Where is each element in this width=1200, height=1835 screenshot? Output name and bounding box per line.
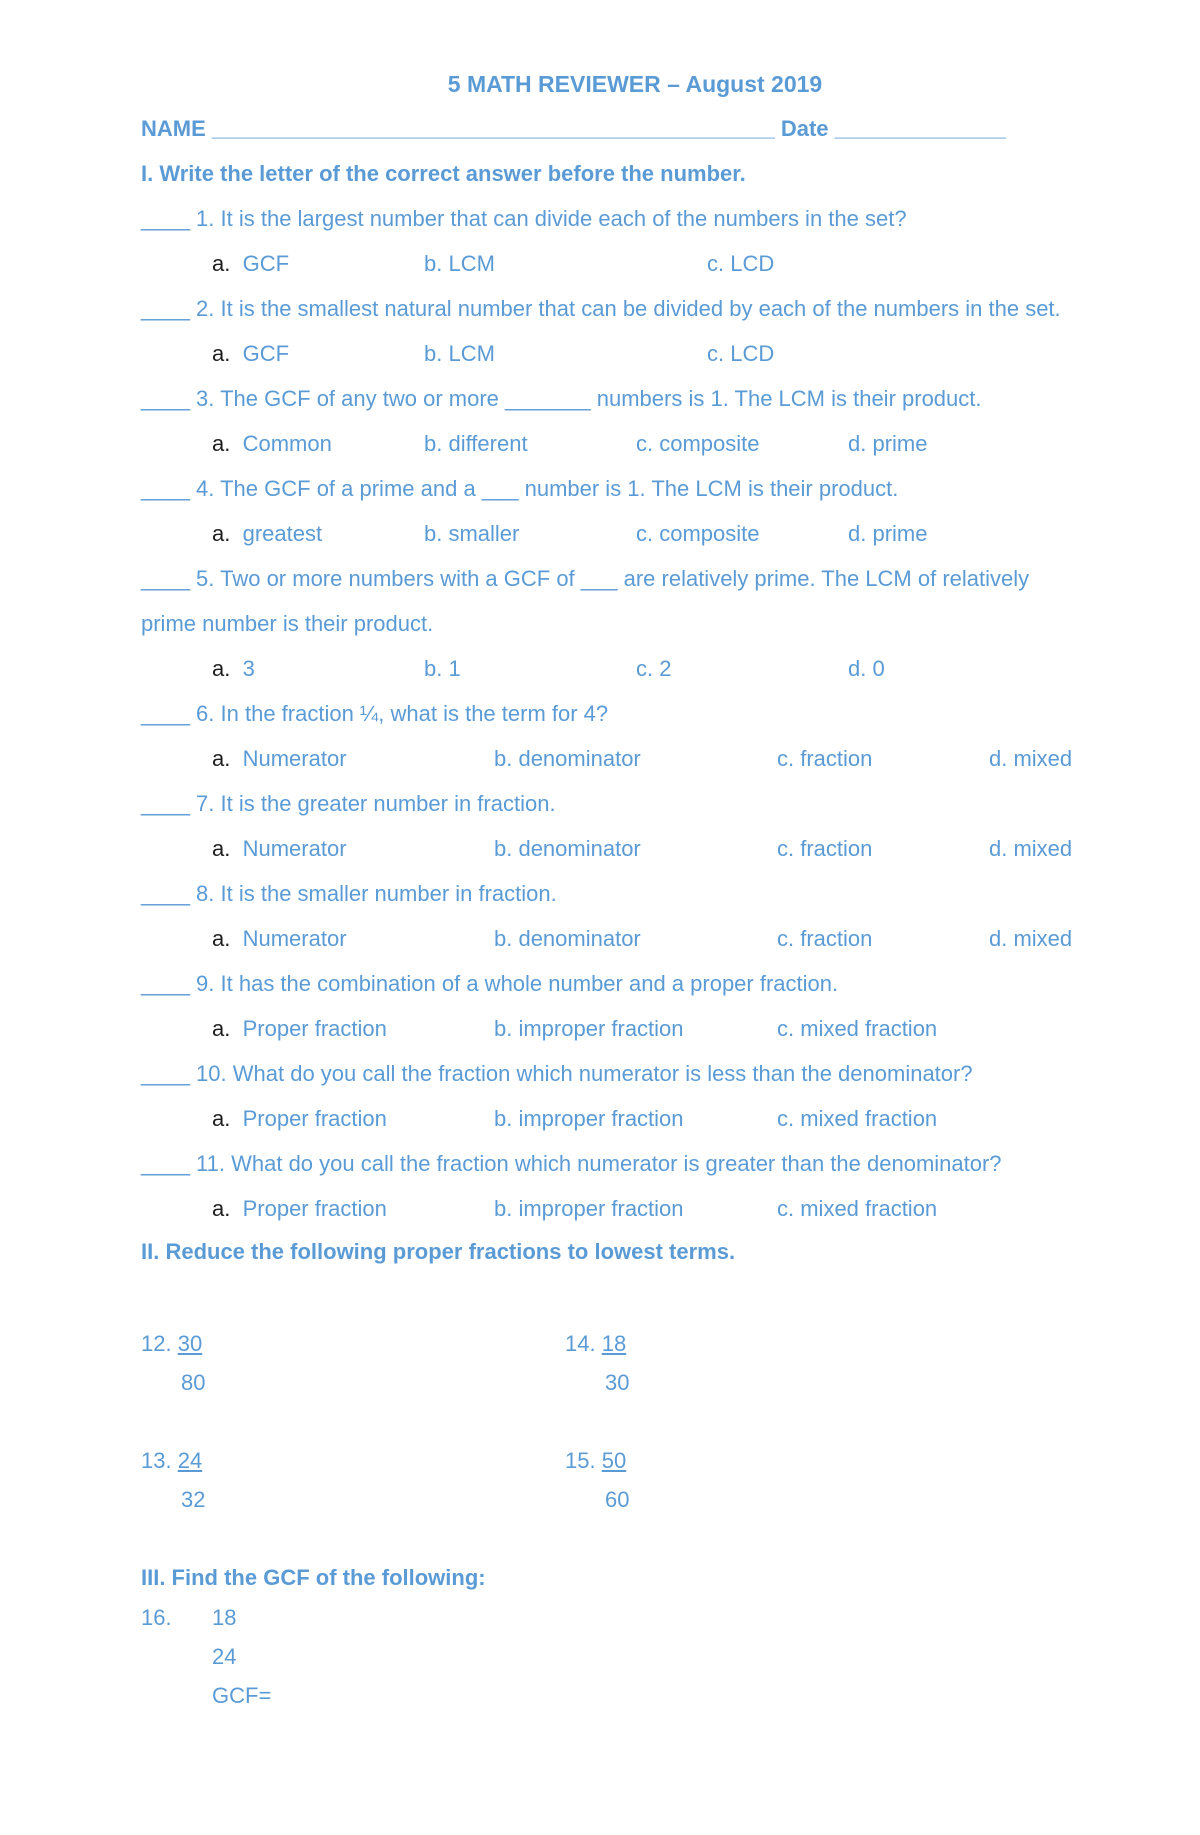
question-10-option bbox=[212, 1108, 387, 1130]
option-text: b. improper fraction bbox=[494, 1016, 684, 1041]
question-3-option bbox=[848, 433, 927, 455]
option-text: c. LCD bbox=[707, 341, 775, 366]
question-4: ____ 4. The GCF of a prime and a ___ number is 1. The LCM is their product. bbox=[141, 476, 899, 501]
question-1-option bbox=[424, 253, 495, 275]
fraction-number: 14. bbox=[565, 1331, 596, 1356]
fraction-number: 15. bbox=[565, 1448, 596, 1473]
page-title: 5 MATH REVIEWER – August 2019 bbox=[447, 71, 823, 97]
question-6-option bbox=[989, 748, 1072, 770]
question-8-option bbox=[212, 928, 347, 950]
question-9-option bbox=[212, 1018, 387, 1040]
option-text: d. mixed bbox=[989, 926, 1073, 951]
question-5-option bbox=[636, 658, 671, 680]
question-9-option bbox=[777, 1018, 937, 1040]
fraction-number: 13. bbox=[141, 1448, 172, 1473]
question-5-option bbox=[848, 658, 885, 680]
question-7-option bbox=[989, 838, 1072, 860]
gcf-item-number: 16. bbox=[141, 1605, 172, 1630]
question-2-option bbox=[424, 343, 495, 365]
option-letter: a. bbox=[212, 836, 231, 861]
fraction-item-14 bbox=[565, 1333, 626, 1355]
option-text: c. composite bbox=[636, 431, 760, 456]
fraction-denominator: 80 bbox=[181, 1370, 206, 1395]
option-text: c. mixed fraction bbox=[777, 1196, 938, 1221]
fraction-numerator: 24 bbox=[177, 1448, 203, 1473]
question-11-option bbox=[777, 1198, 937, 1220]
option-text: 3 bbox=[242, 656, 255, 681]
option-text: GCF bbox=[242, 341, 290, 366]
question-3-option bbox=[424, 433, 528, 455]
fraction-item-15 bbox=[565, 1450, 626, 1472]
question-8-option bbox=[494, 928, 641, 950]
option-text: d. 0 bbox=[848, 656, 885, 681]
option-text: d. prime bbox=[848, 521, 928, 546]
option-letter: a. bbox=[212, 1196, 231, 1221]
question-10-option bbox=[494, 1108, 684, 1130]
option-text: Common bbox=[242, 431, 332, 456]
option-text: b. denominator bbox=[494, 746, 641, 771]
question-7-option bbox=[494, 838, 641, 860]
option-letter: a. bbox=[212, 341, 231, 366]
question-2-option bbox=[707, 343, 774, 365]
option-letter: a. bbox=[212, 431, 231, 456]
option-text: greatest bbox=[242, 521, 323, 546]
option-text: c. fraction bbox=[777, 926, 873, 951]
option-text: b. LCM bbox=[424, 251, 495, 276]
option-text: Proper fraction bbox=[242, 1196, 387, 1221]
option-text: c. 2 bbox=[636, 656, 672, 681]
question-5-option bbox=[424, 658, 461, 680]
option-text: c. fraction bbox=[777, 836, 873, 861]
question-10: ____ 10. What do you call the fraction which numerator is less than the denominator? bbox=[141, 1061, 973, 1086]
question-8-option bbox=[989, 928, 1072, 950]
question-1: ____ 1. It is the largest number that can divide each of the numbers in the set? bbox=[141, 206, 907, 231]
option-letter: a. bbox=[212, 1106, 231, 1131]
option-text: c. mixed fraction bbox=[777, 1016, 938, 1041]
gcf-value-1: 18 bbox=[212, 1605, 237, 1630]
option-text: GCF bbox=[242, 251, 290, 276]
fraction-denominator: 30 bbox=[605, 1370, 630, 1395]
option-text: c. LCD bbox=[707, 251, 775, 276]
question-3: ____ 3. The GCF of any two or more _______ numbers is 1. The LCM is their product. bbox=[141, 386, 982, 411]
option-text: Proper fraction bbox=[242, 1016, 387, 1041]
question-1-option bbox=[707, 253, 774, 275]
option-text: Numerator bbox=[242, 746, 347, 771]
option-text: c. mixed fraction bbox=[777, 1106, 938, 1131]
question-5-option bbox=[212, 658, 255, 680]
question-9: ____ 9. It has the combination of a whole number and a proper fraction. bbox=[141, 971, 839, 996]
gcf-value-2: 24 bbox=[212, 1644, 237, 1669]
option-text: b. 1 bbox=[424, 656, 461, 681]
section1-heading: I. Write the letter of the correct answer before the number. bbox=[141, 161, 746, 186]
option-text: c. composite bbox=[636, 521, 760, 546]
fraction-denominator: 60 bbox=[605, 1487, 630, 1512]
option-text: b. improper fraction bbox=[494, 1196, 684, 1221]
option-text: b. denominator bbox=[494, 836, 641, 861]
option-text: Numerator bbox=[242, 836, 347, 861]
fraction-numerator: 50 bbox=[601, 1448, 627, 1473]
question-11-option bbox=[494, 1198, 684, 1220]
section2-heading: II. Reduce the following proper fractions to lowest terms. bbox=[141, 1239, 736, 1264]
question-4-option bbox=[848, 523, 927, 545]
fraction-numerator: 18 bbox=[601, 1331, 627, 1356]
question-4-option bbox=[212, 523, 322, 545]
question-1-option bbox=[212, 253, 289, 275]
option-text: Proper fraction bbox=[242, 1106, 387, 1131]
option-text: b. denominator bbox=[494, 926, 641, 951]
option-letter: a. bbox=[212, 656, 231, 681]
question-7: ____ 7. It is the greater number in fraction. bbox=[141, 791, 556, 816]
question-9-option bbox=[494, 1018, 684, 1040]
option-text: d. mixed bbox=[989, 746, 1073, 771]
fraction-denominator: 32 bbox=[181, 1487, 206, 1512]
question-6-option bbox=[777, 748, 872, 770]
question-3-option bbox=[636, 433, 760, 455]
option-text: c. fraction bbox=[777, 746, 873, 771]
question-4-option bbox=[424, 523, 519, 545]
question-11-option bbox=[212, 1198, 387, 1220]
option-text: Numerator bbox=[242, 926, 347, 951]
name-date-line: NAME ______________________________________________ Date ______________ bbox=[141, 116, 1006, 141]
option-letter: a. bbox=[212, 521, 231, 546]
section3-heading: III. Find the GCF of the following: bbox=[141, 1565, 486, 1590]
question-6-option bbox=[212, 748, 347, 770]
question-6-option bbox=[494, 748, 641, 770]
option-letter: a. bbox=[212, 746, 231, 771]
question-6: ____ 6. In the fraction ¼, what is the term for 4? bbox=[141, 701, 609, 726]
question-7-option bbox=[212, 838, 347, 860]
question-11: ____ 11. What do you call the fraction which numerator is greater than the denominator? bbox=[141, 1151, 1002, 1176]
fraction-item-12 bbox=[141, 1333, 202, 1355]
fraction-number: 12. bbox=[141, 1331, 172, 1356]
option-text: b. smaller bbox=[424, 521, 520, 546]
question-3-option bbox=[212, 433, 332, 455]
question-5: ____ 5. Two or more numbers with a GCF of ___ are relatively prime. The LCM of relatively bbox=[141, 566, 1030, 591]
question-5-continued: prime number is their product. bbox=[141, 611, 434, 636]
fraction-item-13 bbox=[141, 1450, 202, 1472]
fraction-numerator: 30 bbox=[177, 1331, 203, 1356]
question-4-option bbox=[636, 523, 760, 545]
question-2-option bbox=[212, 343, 289, 365]
question-10-option bbox=[777, 1108, 937, 1130]
option-letter: a. bbox=[212, 926, 231, 951]
option-letter: a. bbox=[212, 251, 231, 276]
question-8-option bbox=[777, 928, 872, 950]
question-8: ____ 8. It is the smaller number in fraction. bbox=[141, 881, 557, 906]
option-letter: a. bbox=[212, 1016, 231, 1041]
option-text: d. mixed bbox=[989, 836, 1073, 861]
option-text: b. improper fraction bbox=[494, 1106, 684, 1131]
option-text: b. different bbox=[424, 431, 528, 456]
option-text: d. prime bbox=[848, 431, 928, 456]
gcf-answer-label: GCF= bbox=[212, 1683, 272, 1708]
option-text: b. LCM bbox=[424, 341, 495, 366]
question-2: ____ 2. It is the smallest natural number that can be divided by each of the numbers in the set. bbox=[141, 296, 1061, 321]
question-7-option bbox=[777, 838, 872, 860]
